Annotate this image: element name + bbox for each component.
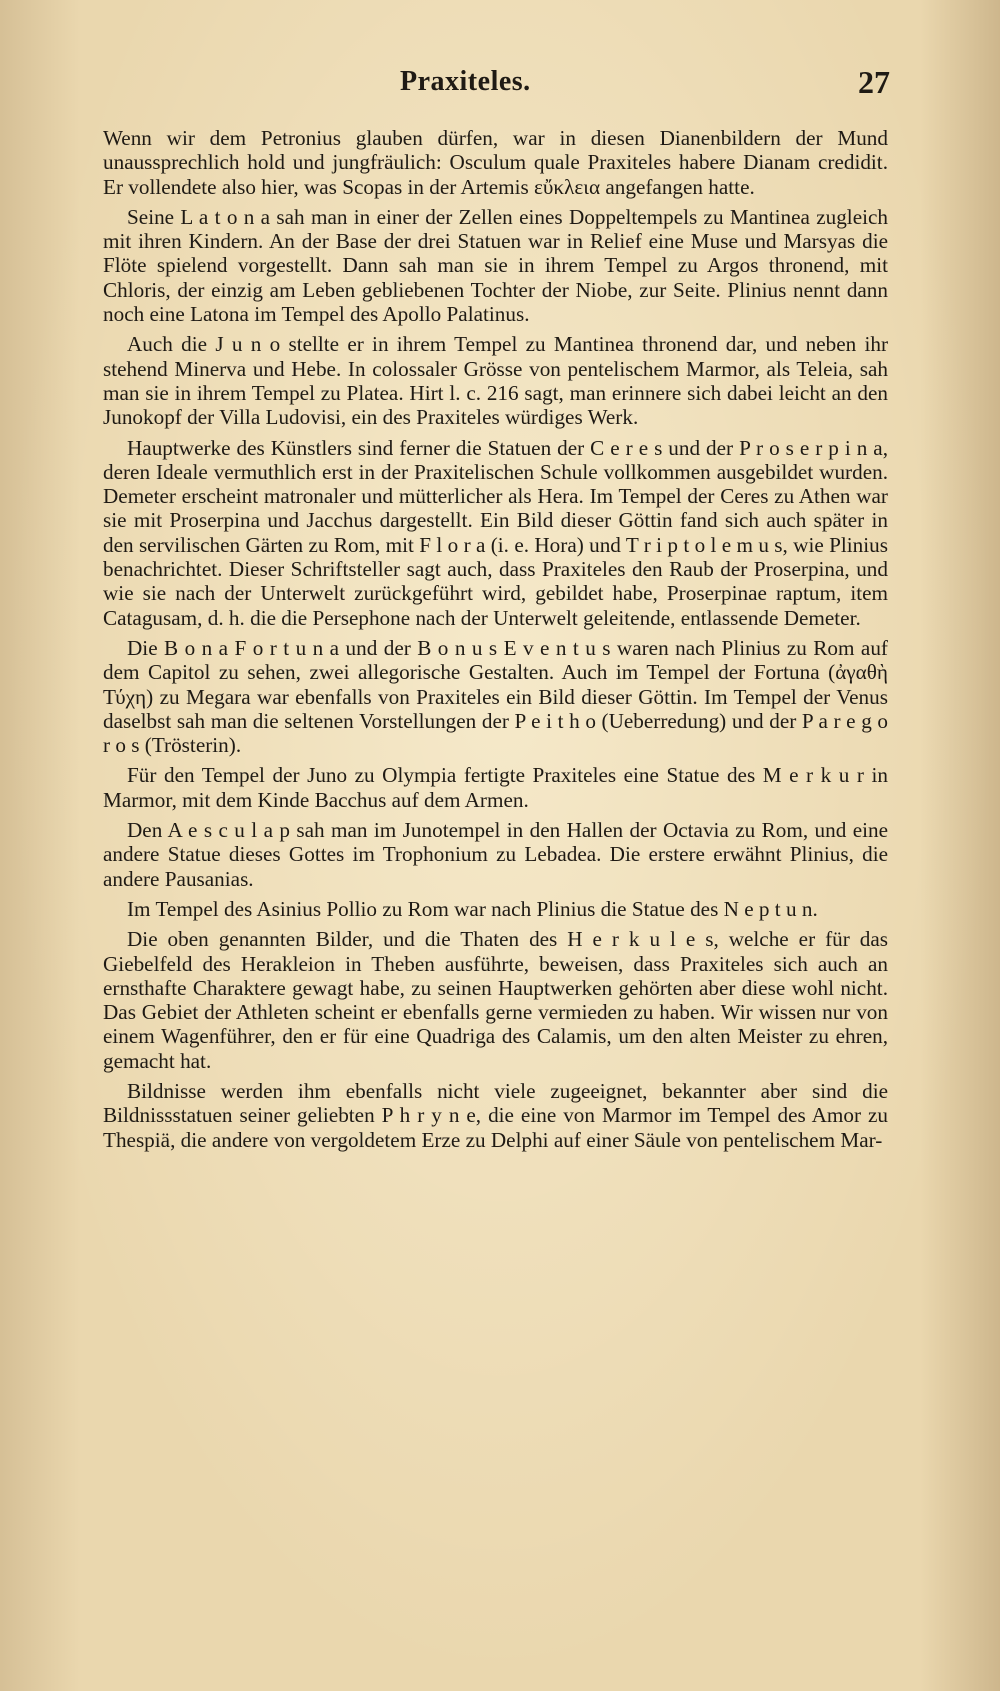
body-text [103, 126, 888, 1158]
page-header [100, 66, 890, 106]
paragraph-5: Die B o n a F o r t u n a und der B o n u s E v e n t u s waren nach Plinius zu Rom auf dem Capitol zu sehen, zwei allegorische Gestalten. Auch im Tempel der Fortuna (ἀγαθὴ Τύχη) zu Megara war ebenfalls von Praxiteles ein Bild dieser Göttin. Im Tempel der Venus daselbst sah man die seltenen Vorstellungen der P e i t h o (Ueberredung) und der P a r e g o r o s (Trösterin). [103, 635, 888, 758]
page-number: 27 [858, 64, 890, 100]
paragraph-7: Den A e s c u l a p sah man im Junotempel in den Hallen der Octavia zu Rom, und eine andere Statue dieses Gottes im Trophonium zu Lebadea. Die erstere erwähnt Plinius, die andere Pausanias. [103, 818, 888, 891]
paragraph-8: Im Tempel des Asinius Pollio zu Rom war nach Plinius die Statue des N e p t u n. [127, 896, 818, 921]
paragraph-4: Hauptwerke des Künstlers sind ferner die Statuen der C e r e s und der P r o s e r p i n a, deren Ideale vermuthlich erst in der Praxitelischen Schule vollkommen ausgebildet wurden. Demeter erscheint matronaler und mütterlicher als Hera. Im Tempel der Ceres zu Athen war sie mit Proserpina und Jacchus dargestellt. Ein Bild dieser Göttin fand sich auch später in den servilischen Gärten zu Rom, mit F l o r a (i. e. Hora) und T r i p t o l e m u s, wie Plinius benachrichtet. Dieser Schriftsteller sagt auch, dass Praxiteles den Raub der Proserpina, und wie sie nach der Unterwelt zurückgeführt wird, gebildet habe, Proserpinae raptum, item Catagusam, d. h. die die Persephone nach der Unterwelt geleitende, entlassende Demeter. [103, 435, 888, 630]
paragraph-1: Wenn wir dem Petronius glauben dürfen, war in diesen Dianenbildern der Mund unaussprechlich hold und jungfräulich: Osculum quale Praxiteles habere Dianam credidit. Er vollendete also hier, was Scopas in der Artemis εὔκλεια angefangen hatte. [103, 126, 888, 199]
paragraph-9: Die oben genannten Bilder, und die Thaten des H e r k u l e s, welche er für das Giebelfeld des Herakleion in Theben ausführte, beweisen, dass Praxiteles sich auch an ernsthafte Charaktere gewagt habe, zu seinen Hauptwerken gehörten aber diese wohl nicht. Das Gebiet der Athleten scheint er ebenfalls gerne vermieden zu haben. Wir wissen nur von einem Wagenführer, den er für eine Quadriga des Calamis, um den alten Meister zu ehren, gemacht hat. [103, 927, 888, 1073]
paragraph-10: Bildnisse werden ihm ebenfalls nicht viele zugeeignet, bekannter aber sind die Bildnissstatuen seiner geliebten P h r y n e, die eine von Marmor im Tempel des Amor zu Thespiä, die andere von vergoldetem Erze zu Delphi auf einer Säule von pentelischem Mar- [103, 1078, 888, 1152]
paragraph-2: Seine L a t o n a sah man in einer der Zellen eines Doppeltempels zu Mantinea zugleich mit ihren Kindern. An der Base der drei Statuen war in Relief eine Muse und Marsyas die Flöte spielend vorgestellt. Dann sah man sie in ihrem Tempel zu Argos thronend, mit Chloris, der einzig am Leben gebliebenen Tochter der Niobe, zur Seite. Plinius nennt dann noch eine Latona im Tempel des Apollo Palatinus. [103, 204, 888, 327]
paragraph-6: Für den Tempel der Juno zu Olympia fertigte Praxiteles eine Statue des M e r k u r in Marmor, mit dem Kinde Bacchus auf dem Armen. [103, 763, 888, 812]
running-head: Praxiteles. [400, 66, 531, 97]
paragraph-3: Auch die J u n o stellte er in ihrem Tempel zu Mantinea thronend dar, und neben ihr stehend Minerva und Hebe. In colossaler Grösse von pentelischem Marmor, als Teleia, sah man sie in ihrem Tempel zu Platea. Hirt l. c. 216 sagt, man erinnere sich dabei leicht an den Junokopf der Villa Ludovisi, ein des Praxiteles würdiges Werk. [103, 332, 888, 430]
